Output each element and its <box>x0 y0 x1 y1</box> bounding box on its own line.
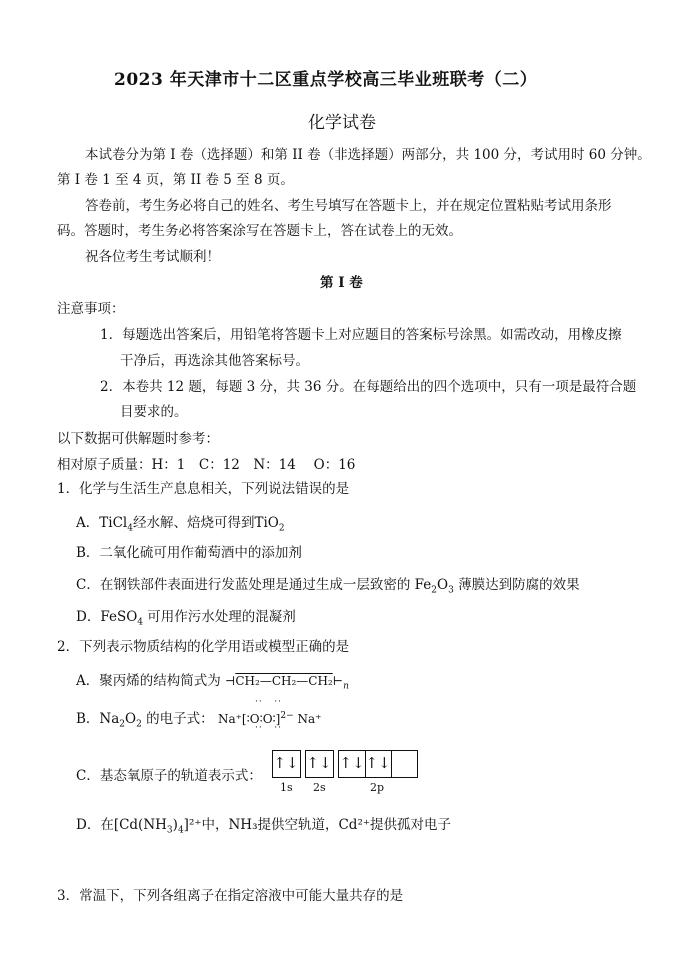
intro-paragraph-2-line-1: 答卷前，考生务必将自己的姓名、考生号填写在答题卡上，并在规定位置粘贴考试用条形 <box>85 198 612 214</box>
note-1-line-1: 1．每题选出答案后，用铅笔将答题卡上对应题目的答案标号涂黑。如需改动，用橡皮擦 <box>100 327 622 343</box>
exam-subtitle: 化学试卷 <box>308 113 376 133</box>
orbital-1s-box <box>272 750 301 778</box>
orbital-2s-box <box>305 750 334 778</box>
orbital-2p-2-arrows: ↑↓ <box>365 754 391 772</box>
reference-heading: 以下数据可供解题时参考： <box>57 431 219 447</box>
question-2-option-c: C．基态氧原子的轨道表示式： <box>76 768 262 784</box>
orbital-2p-1-arrows: ↑↓ <box>339 754 365 772</box>
intro-paragraph-2-line-2: 码。答题时，考生务必将答案涂写在答题卡上，答在试卷上的无效。 <box>57 223 462 239</box>
electron-dots-top: ·· ·· <box>255 697 283 707</box>
notes-heading: 注意事项： <box>57 301 125 317</box>
electron-dots-bottom: ·· ·· <box>255 723 283 733</box>
intro-paragraph-1-line-2: 第 I 卷 1 至 4 页，第 II 卷 5 至 8 页。 <box>57 172 294 188</box>
question-1-stem: 1．化学与生活生产息息相关，下列说法错误的是 <box>57 481 350 497</box>
note-2-line-1: 2．本卷共 12 题，每题 3 分，共 36 分。在每题给出的四个选项中，只有一项是最符合题 <box>100 379 637 395</box>
question-1-option-a: A．TiCl$_4$经水解、焙烧可得到TiO$_2$ <box>76 515 285 534</box>
exam-title: 2023 年天津市十二区重点学校高三毕业班联考（二） <box>114 70 538 90</box>
orbital-1s-arrows: ↑↓ <box>273 754 299 772</box>
question-1-option-c: C．在钢铁部件表面进行发蓝处理是通过生成一层致密的 $Fe_2O_3$ 薄膜达到防腐的效果 <box>76 577 580 596</box>
question-3-stem: 3．常温下，下列各组离子在指定溶液中可能大量共存的是 <box>57 888 404 904</box>
question-2-option-b: B．$Na_2O_2$ 的电子式： Na⁺[∶O∶O∶]$^{2-}$ Na⁺ <box>76 711 322 730</box>
orbital-label-2p: 2p <box>370 781 385 794</box>
question-1-option-d: D．FeSO$_4$ 可用作污水处理的混凝剂 <box>76 609 296 628</box>
question-2-stem: 2．下列表示物质结构的化学用语或模型正确的是 <box>57 639 350 655</box>
polypropylene-formula: $⊣CH_2—CH_2—CH_2⊢_n$ <box>225 674 349 692</box>
orbital-2p-box <box>338 750 418 778</box>
note-2-line-2: 目要求的。 <box>120 404 188 420</box>
question-1-option-b: B．二氧化硫可用作葡萄酒中的添加剂 <box>76 545 302 561</box>
note-1-line-2: 干净后，再选涂其他答案标号。 <box>120 353 309 369</box>
section-title: 第 I 卷 <box>320 275 363 291</box>
orbital-label-2s: 2s <box>313 781 326 794</box>
question-2-option-d: D．在$[Cd(NH_3)_4]^{2+}$中，NH₃提供空轨道，Cd²⁺提供孤对电子 <box>76 817 451 836</box>
sodium-peroxide-electron-formula: Na⁺[∶O∶O∶]$^{2-}$ Na⁺ <box>217 711 322 726</box>
orbital-2s-arrows: ↑↓ <box>306 754 332 772</box>
orbital-label-1s: 1s <box>280 781 293 794</box>
question-2-option-a: A．聚丙烯的结构简式为 $⊣CH_2—CH_2—CH_2⊢_n$ <box>76 673 349 692</box>
atomic-masses: 相对原子质量：H：1 C：12 N：14 O：16 <box>57 457 356 473</box>
intro-paragraph-3: 祝各位考生考试顺利！ <box>85 249 220 265</box>
intro-paragraph-1-line-1: 本试卷分为第 I 卷（选择题）和第 II 卷（非选择题）两部分，共 100 分，考试用时 60 分钟。 <box>85 147 651 163</box>
